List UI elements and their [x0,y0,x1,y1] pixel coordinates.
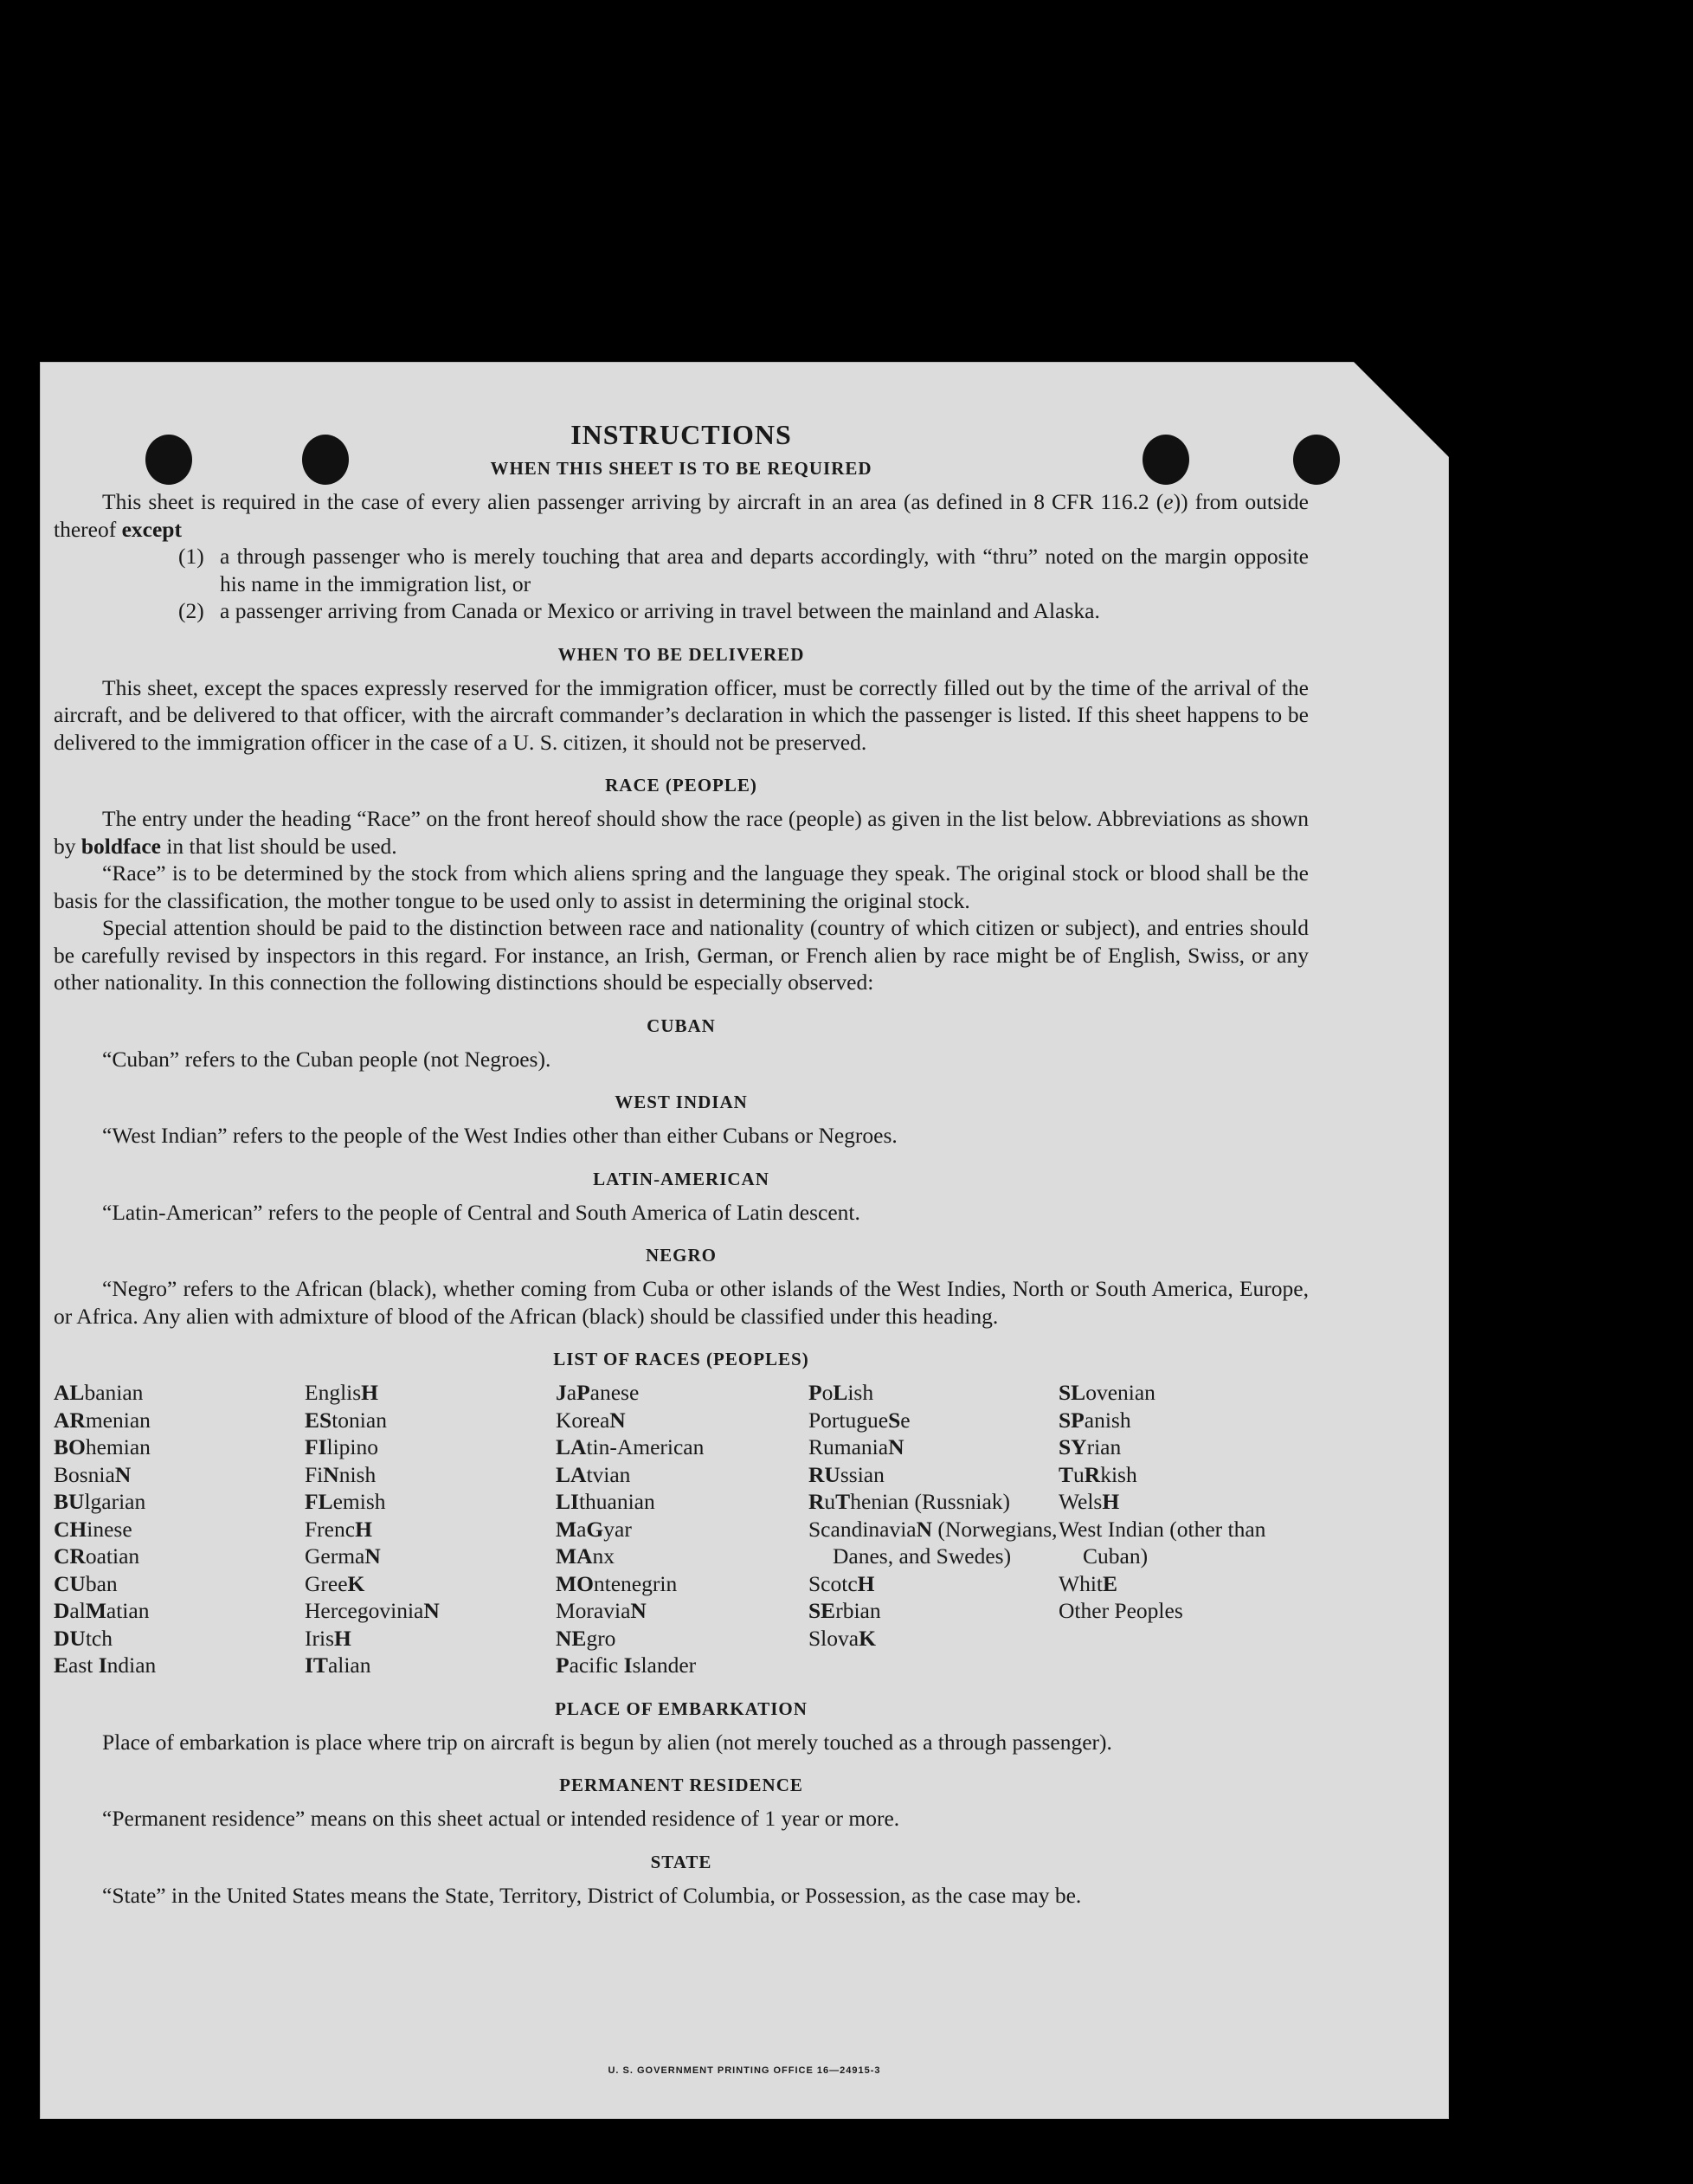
heading-cuban: CUBAN [647,1015,716,1036]
heading-required: WHEN THIS SHEET IS TO BE REQUIRED [490,458,872,479]
race-entry: SLovenian [1059,1380,1155,1405]
folded-corner [1354,362,1449,457]
race-entry: BOhemian [54,1434,151,1459]
race-entry: BUlgarian [54,1489,146,1514]
state-text: “State” in the United States means the State, Territory, District of Columbia, or Possession, as the case may be. [102,1882,1082,1908]
race-entry: MOntenegrin [556,1570,678,1596]
race-entry: WelsH [1059,1489,1120,1514]
race-paragraph-1: The entry under the heading “Race” on the front hereof should show the race (people) as given in the list below. Abbreviations as shown by boldface in that list should be used. [54,806,1309,859]
race-entry: SYrian [1059,1434,1122,1459]
race-entry: Other Peoples [1059,1598,1183,1623]
race-entry: FIlipino [305,1434,379,1459]
race-entry: JaPanese [556,1380,640,1405]
race-entry: TuRkish [1059,1461,1137,1487]
race-entry: West Indian (other than Cuban) [1059,1516,1266,1569]
exception-item-1: (1) a through passenger who is merely touching that area and departs accordingly, with “thru” noted on the margin opposite his name in the immigration list, or [178,544,1309,596]
exception-item-2: (2) a passenger arriving from Canada or Mexico or arriving in travel between the mainland and Alaska. [178,598,1100,623]
race-column [1059,1379,1310,1679]
heading-residence: PERMANENT RESIDENCE [559,1775,803,1795]
race-entry: RUssian [808,1461,885,1487]
race-entry: MaGyar [556,1516,632,1542]
race-column [54,1379,305,1679]
negro-text: “Negro” refers to the African (black), whether coming from Cuba or other islands of the West Indies, North or South America, Europe, or Africa. Any alien with admixture of blood of the African (black) should be classified under this heading. [54,1276,1309,1329]
race-entry: MAnx [556,1543,615,1569]
page-title: INSTRUCTIONS [570,419,792,450]
race-entry: PortugueSe [808,1407,911,1433]
heading-embarkation: PLACE OF EMBARKATION [555,1698,808,1719]
race-entry: DalMatian [54,1598,150,1623]
embarkation-text: Place of embarkation is place where trip on aircraft is begun by alien (not merely touched as a through passenger). [102,1729,1112,1755]
race-entry: ITalian [305,1652,371,1678]
race-entry: Pacific Islander [556,1652,697,1678]
heading-races-list: LIST OF RACES (PEOPLES) [553,1349,809,1369]
race-paragraph-2: “Race” is to be determined by the stock from which aliens spring and the language they speak. The original stock or blood shall be the basis for the classification, the mother tongue to be used only to assist in determining the original stock. [54,860,1309,913]
race-entry: EStonian [305,1407,387,1433]
printing-office-note: U. S. GOVERNMENT PRINTING OFFICE 16—24915-3 [608,2065,881,2076]
heading-race: RACE (PEOPLE) [605,775,757,796]
race-entry: GermaN [305,1543,381,1569]
race-entry: East Indian [54,1652,157,1678]
west-indian-text: “West Indian” refers to the people of the West Indies other than either Cubans or Negroes. [102,1123,898,1148]
race-column [808,1379,1059,1679]
race-entry: HercegoviniaN [305,1598,440,1623]
race-entry: KoreaN [556,1407,626,1433]
race-column [556,1379,808,1679]
race-entry: WhitE [1059,1570,1118,1596]
race-entry: ScandinaviaN (Norwegians, Danes, and Swedes) [808,1516,1058,1569]
race-entry: SErbian [808,1598,881,1623]
race-entry: IrisH [305,1625,351,1651]
race-column [305,1379,556,1679]
race-entry: MoraviaN [556,1598,647,1623]
races-list [54,1379,1309,1679]
race-entry: FLemish [305,1489,386,1514]
race-entry: SPanish [1059,1407,1131,1433]
race-entry: PoLish [808,1380,874,1405]
race-entry: EnglisH [305,1380,379,1405]
delivered-text: This sheet, except the spaces expressly reserved for the immigration officer, must be correctly filled out by the time of the arrival of the aircraft, and be delivered to that officer, with the aircraft commander’s declaration in which the passenger is listed. If this sheet happens to be delivered to the immigration officer in the case of a U. S. citizen, it should not be preserved. [54,674,1309,755]
race-entry: CHinese [54,1516,132,1542]
instruction-sheet [40,362,1449,2119]
required-intro: This sheet is required in the case of every alien passenger arriving by aircraft in an area (as defined in 8 CFR 116.2 (e)) from outside thereof except [54,489,1309,542]
heading-latin-american: LATIN-AMERICAN [593,1168,769,1189]
race-entry: BosniaN [54,1461,132,1487]
race-entry: RuThenian (Russniak) [808,1489,1011,1514]
sheet-content [54,419,1309,1909]
race-paragraph-3: Special attention should be paid to the distinction between race and nationality (country of which citizen or subject), and entries should be carefully revised by inspectors in this regard. For instance, an Irish, German, or French alien by race might be of English, Swiss, or any other nationality. In this connection the following distinctions should be especially observed: [54,915,1309,995]
race-entry: FrencH [305,1516,372,1542]
race-entry: LIthuanian [556,1489,655,1514]
race-entry: RumaniaN [808,1434,904,1459]
race-entry: GreeK [305,1570,365,1596]
heading-west-indian: WEST INDIAN [615,1092,748,1112]
race-entry: FiNnish [305,1461,377,1487]
race-entry: CUban [54,1570,118,1596]
heading-delivered: WHEN TO BE DELIVERED [557,643,805,665]
race-entry: SlovaK [808,1625,876,1651]
heading-state: STATE [650,1851,712,1872]
race-entry: LAtin-American [556,1434,705,1459]
residence-text: “Permanent residence” means on this sheet actual or intended residence of 1 year or more. [102,1806,900,1831]
race-entry: CRoatian [54,1543,140,1569]
race-entry: ScotcH [808,1570,875,1596]
race-entry: ARmenian [54,1407,151,1433]
race-entry: DUtch [54,1625,113,1651]
race-entry: NEgro [556,1625,616,1651]
cuban-text: “Cuban” refers to the Cuban people (not Negroes). [102,1046,551,1072]
race-entry: ALbanian [54,1380,144,1405]
latin-american-text: “Latin-American” refers to the people of Central and South America of Latin descent. [102,1199,860,1225]
heading-negro: NEGRO [645,1245,717,1266]
race-entry: LAtvian [556,1461,631,1487]
